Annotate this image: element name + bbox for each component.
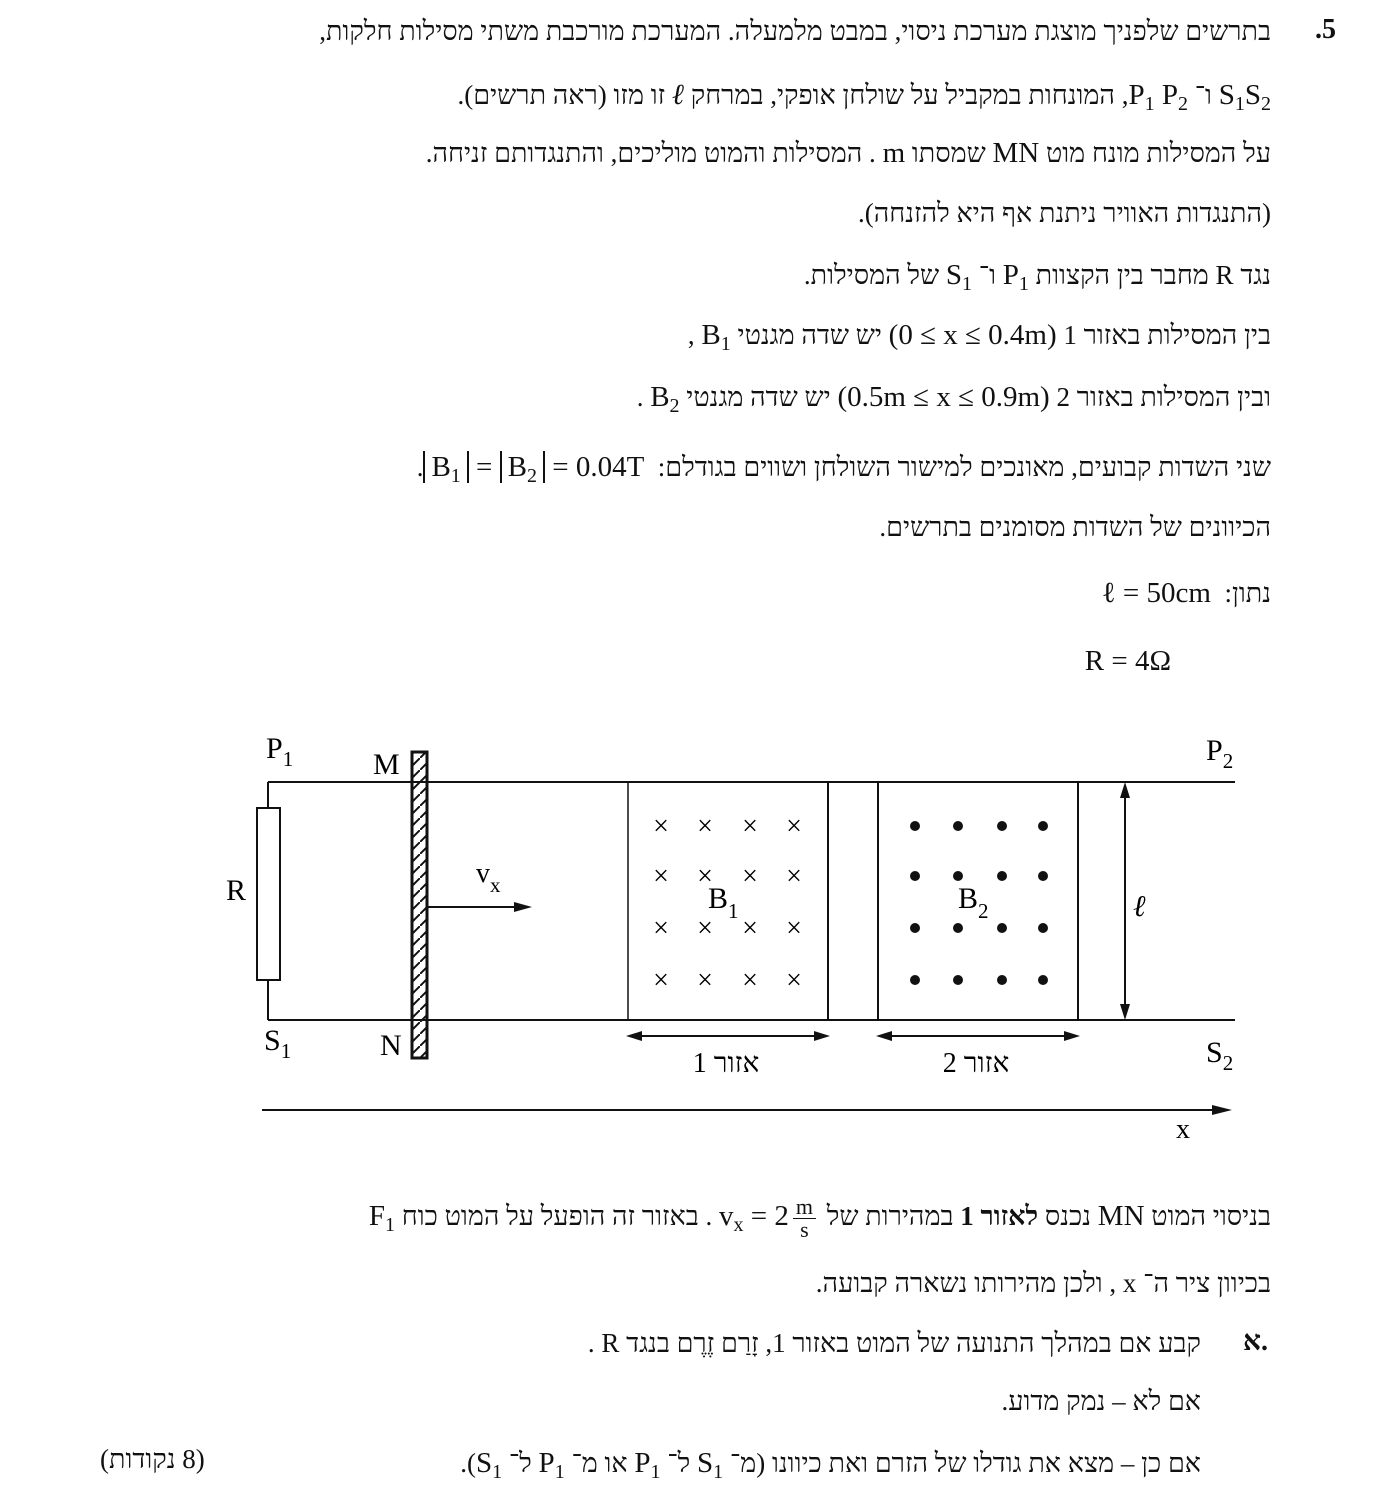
field-out-of-page-dot bbox=[910, 923, 920, 933]
field-equation: $B_1 = B_2 = 0.04T$ bbox=[423, 451, 651, 483]
part-a-label: א. bbox=[1243, 1326, 1268, 1357]
experiment-line-2: בכיוון ציר ה־ x , ולכן מהירותו נשארה קבועה. bbox=[815, 1268, 1271, 1298]
x-axis-arrowhead bbox=[1212, 1105, 1232, 1115]
intro-line-8: שני השדות קבועים, מאונכים למישור השולחן ושווים בגודלם: $B_1 = B_2 = 0.04T$ . bbox=[416, 451, 1271, 487]
part-a-line-3: אם כן – מצא את גודלו של הזרם ואת כיוונו (מ־ $S_1$ ל־ $P_1$ או מ־ $P_1$ ל־ $S_1$). bbox=[460, 1447, 1201, 1483]
field-out-of-page-dot bbox=[1038, 871, 1048, 881]
label-b1: $B_1$ bbox=[708, 882, 739, 923]
resistor bbox=[257, 808, 280, 980]
field-out-of-page-dot bbox=[997, 975, 1007, 985]
intro-line-5: נגד R מחבר בין הקצוות $P_1$ ו־ $S_1$ של המסילות. bbox=[803, 259, 1271, 295]
experiment-diagram bbox=[0, 710, 1376, 1180]
field-into-page-mark: × bbox=[697, 861, 713, 892]
field-into-page-mark: × bbox=[786, 913, 802, 944]
field-into-page-mark: × bbox=[653, 965, 669, 996]
part-a-points: (8 נקודות) bbox=[100, 1444, 205, 1474]
field-into-page-mark: × bbox=[653, 913, 669, 944]
intro-line-9: הכיוונים של השדות מסומנים בתרשים. bbox=[879, 512, 1271, 542]
field-out-of-page-dot bbox=[953, 975, 963, 985]
label-n: N bbox=[380, 1029, 402, 1062]
rod-mn bbox=[412, 752, 427, 1058]
rails-s: $S_1S_2$ bbox=[1218, 79, 1271, 115]
field-out-of-page-dot bbox=[997, 821, 1007, 831]
field-out-of-page-dot bbox=[953, 821, 963, 831]
field-out-of-page-dot bbox=[910, 871, 920, 881]
label-ell: ℓ bbox=[1133, 890, 1146, 923]
field-into-page-mark: × bbox=[653, 811, 669, 842]
label-p1: $P_1$ bbox=[266, 732, 294, 771]
label-p2: $P_2$ bbox=[1206, 734, 1234, 773]
intro-line-1: בתרשים שלפניך מוצגת מערכת ניסוי, במבט מלמעלה. המערכת מורכבת משתי מסילות חלקות, bbox=[319, 16, 1271, 46]
label-region2: אזור 2 bbox=[942, 1048, 1010, 1079]
label-region1: אזור 1 bbox=[692, 1048, 760, 1079]
intro-line-3: על המסילות מונח מוט MN שמסתו m . המסילות והמוט מוליכים, והתנגדותם זניחה. bbox=[425, 137, 1271, 169]
vx-arrowhead bbox=[514, 902, 532, 912]
field-into-page-mark: × bbox=[742, 861, 758, 892]
field-out-of-page-dot bbox=[997, 923, 1007, 933]
intro-line-7: ובין המסילות באזור 2 (0.5m ≤ x ≤ 0.9m) יש שדה מגנטי $B_2$ . bbox=[636, 381, 1271, 417]
given-r: R = 4Ω bbox=[1084, 645, 1171, 677]
field-into-page-mark: × bbox=[742, 811, 758, 842]
label-m: M bbox=[373, 748, 400, 781]
field-into-page-mark: × bbox=[786, 965, 802, 996]
label-vx: $v_x$ bbox=[476, 858, 501, 897]
field-into-page-mark: × bbox=[697, 913, 713, 944]
field-out-of-page-dot bbox=[953, 923, 963, 933]
field-into-page-mark: × bbox=[697, 811, 713, 842]
intro-line-4: (התנגדות האוויר ניתנת אף היא להזנחה). bbox=[858, 198, 1271, 228]
question-number: .5 bbox=[1315, 14, 1336, 45]
given-l: נתון: ℓ = 50cm bbox=[1101, 577, 1271, 609]
field-out-of-page-dot bbox=[1038, 923, 1048, 933]
field-into-page-mark: × bbox=[742, 913, 758, 944]
part-a-line-1: קבע אם במהלך התנועה של המוט באזור 1, זָרַם זֶרֶם בנגד R . bbox=[587, 1328, 1201, 1358]
field-out-of-page-dot bbox=[953, 871, 963, 881]
field-out-of-page-dot bbox=[910, 975, 920, 985]
intro-line-2: $S_1S_2$ ו־ $P_1$ $P_2$, המונחות במקביל על שולחן אופקי, במרחק ℓ זו מזו (ראה תרשים). bbox=[457, 79, 1271, 115]
rails-p: $P_1$ $P_2$ bbox=[1128, 79, 1188, 115]
label-s2: $S_2$ bbox=[1206, 1036, 1234, 1075]
field-into-page-mark: × bbox=[786, 861, 802, 892]
ell-arrow-top bbox=[1120, 782, 1130, 798]
label-x-axis: x bbox=[1176, 1114, 1190, 1145]
label-b2: $B_2$ bbox=[958, 882, 989, 923]
field-out-of-page-dot bbox=[997, 871, 1007, 881]
field-into-page-mark: × bbox=[786, 811, 802, 842]
experiment-line-1: בניסוי המוט MN נכנס לאזור 1 במהירות של $v_x = 2$ $\frac{m}{s}$ . באזור זה הופעל על המוט כוח $F_1$ bbox=[368, 1194, 1271, 1242]
velocity-expression: $v_x = 2$ $\frac{m}{s}$ bbox=[719, 1200, 820, 1232]
part-a-line-2: אם לא – נמק מדוע. bbox=[1001, 1386, 1201, 1416]
label-r: R bbox=[226, 874, 247, 907]
label-s1: $S_1$ bbox=[264, 1024, 292, 1063]
field-into-page-mark: × bbox=[653, 861, 669, 892]
field-out-of-page-dot bbox=[1038, 821, 1048, 831]
ell-arrow-bottom bbox=[1120, 1004, 1130, 1020]
field-out-of-page-dot bbox=[910, 821, 920, 831]
field-into-page-mark: × bbox=[697, 965, 713, 996]
field-out-of-page-dot bbox=[1038, 975, 1048, 985]
field-into-page-mark: × bbox=[742, 965, 758, 996]
intro-line-6: בין המסילות באזור 1 (0 ≤ x ≤ 0.4m) יש שדה מגנטי $B_1$ , bbox=[687, 319, 1271, 355]
